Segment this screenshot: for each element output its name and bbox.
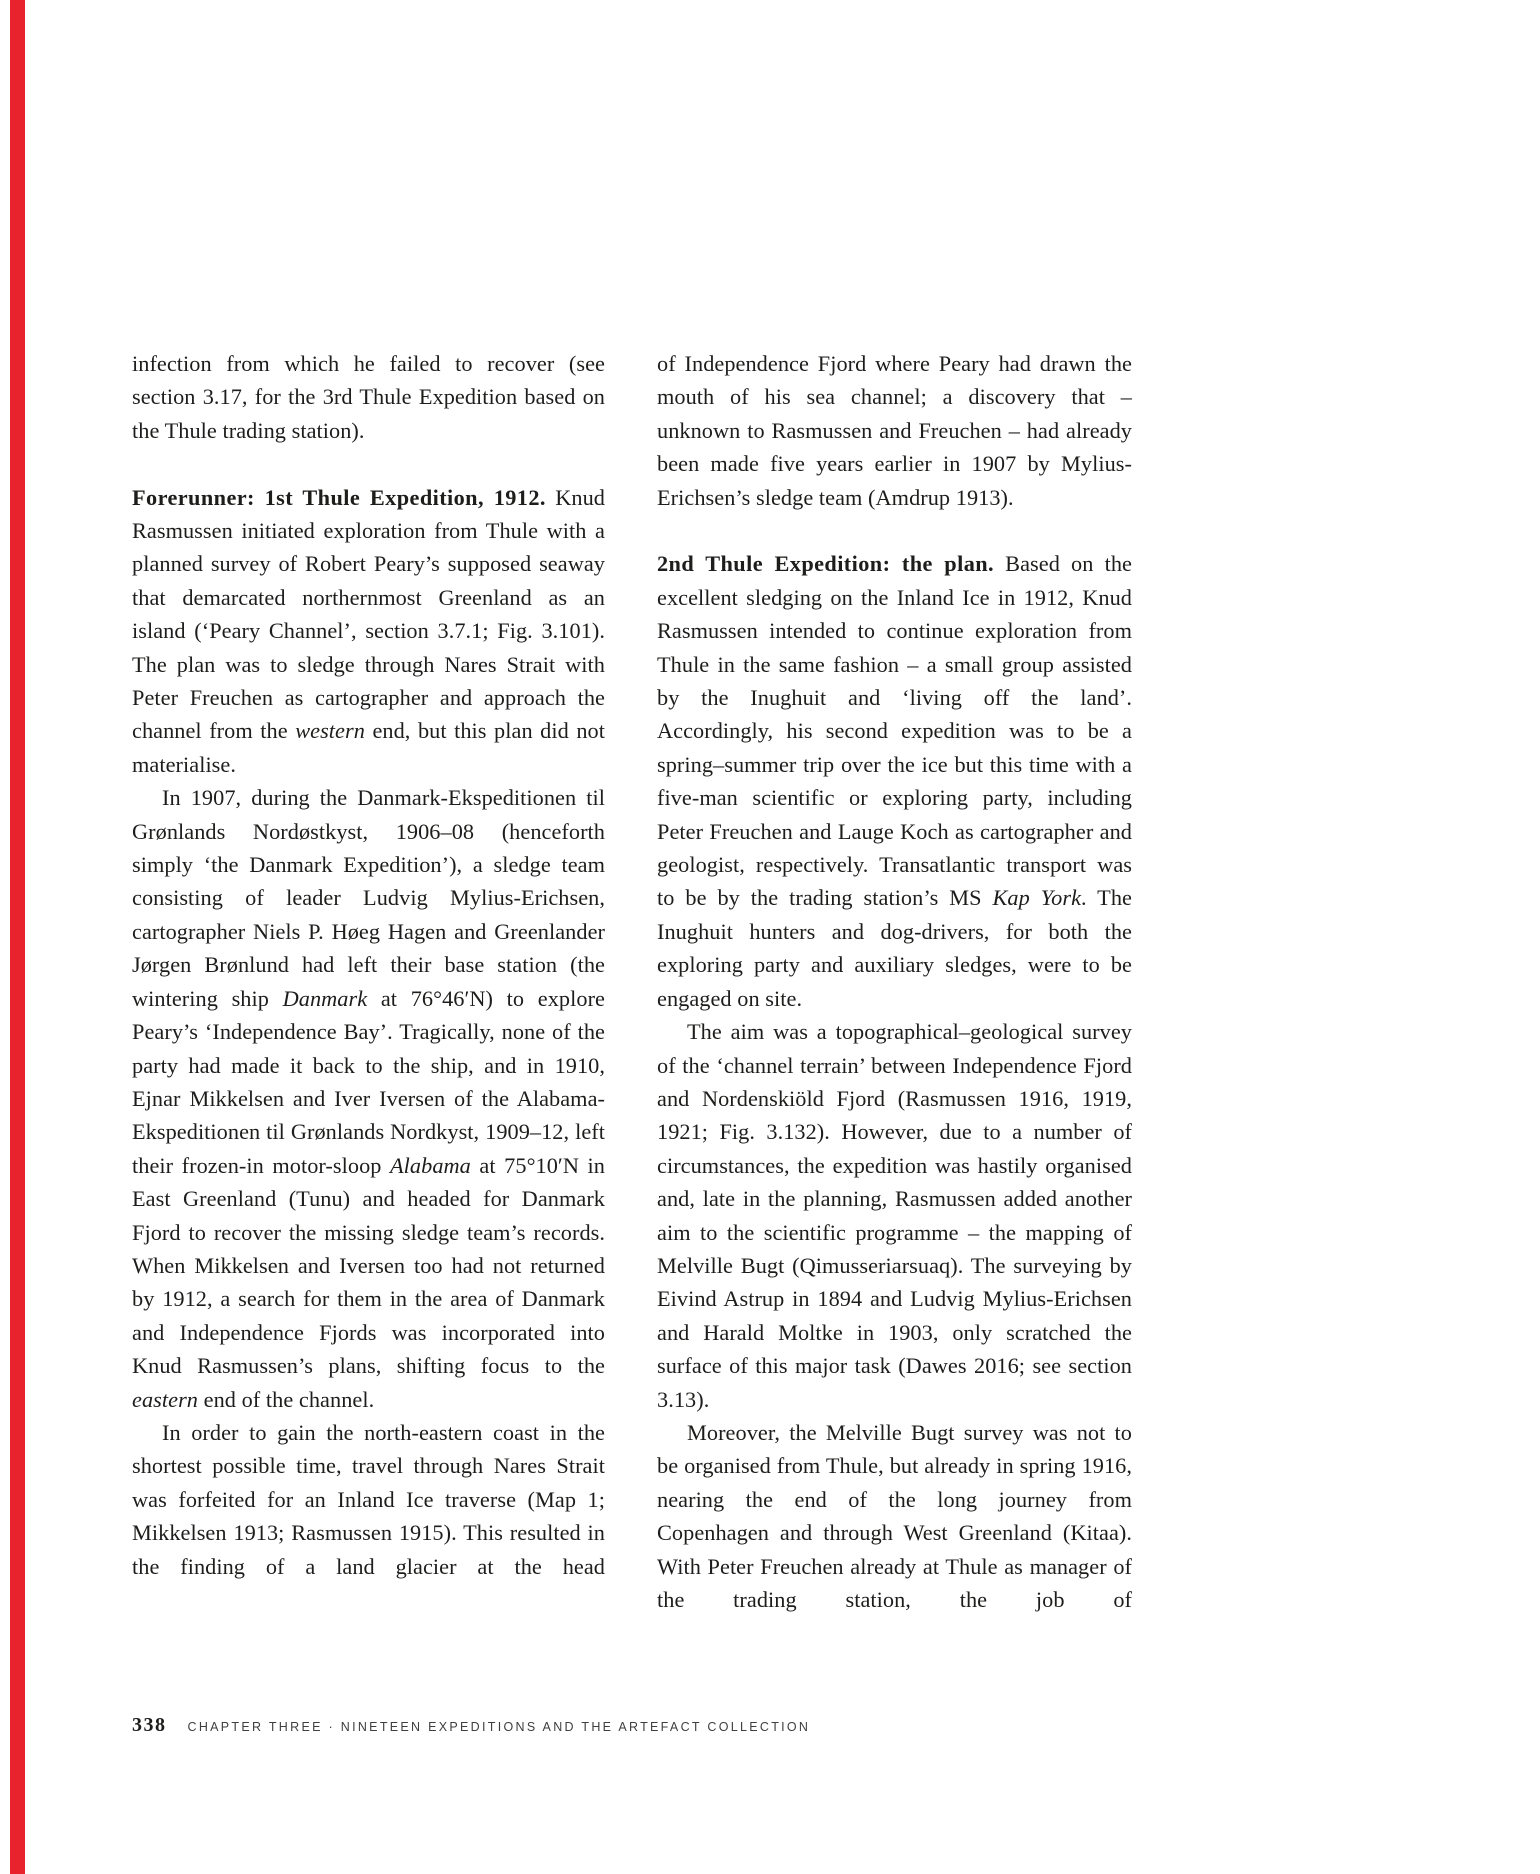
paragraph: In order to gain the north-eastern coast in the shortest possible time, travel through Nares Strait was forfeited for an Inland Ice traverse (Map 1; Mikkelsen 1913; Rasmussen 1915). This resulted in the finding of a land glacier at the head [132,1419,605,1579]
text-column-left [132,347,605,1583]
paragraph: Moreover, the Melville Bugt survey was not to be organised from Thule, but already in spring 1916, nearing the end of the long journey from Copenhagen and through West Greenland (Kitaa). With Peter Freuchen already at Thule as manager of the trading station, the job of [657,1419,1132,1613]
page-number: 338 [132,1714,167,1736]
paragraph-continuation: infection from which he failed to recover (see section 3.17, for the 3rd Thule Expedition based on the Thule trading station). [132,351,605,443]
page-footer [132,1714,810,1737]
paragraph: In 1907, during the Danmark-Ekspeditionen til Grønlands Nordøstkyst, 1906–08 (henceforth simply ‘the Danmark Expedition’), a sledge team consisting of leader Ludvig Mylius-Erichsen, cartographer Niels P. Høeg Hagen and Greenlander Jørgen Brønlund had left their base station (the wintering ship Danmark at 76°46′N) to explore Peary’s ‘Independence Bay’. Tragically, none of the party had made it back to the ship, and in 1910, Ejnar Mikkelsen and Iver Iversen of the Alabama-Ekspeditionen til Grønlands Nordkyst, 1909–12, left their frozen-in motor-sloop Alabama at 75°10′N in East Greenland (Tunu) and headed for Danmark Fjord to recover the missing sledge team’s records. When Mikkelsen and Iversen too had not returned by 1912, a search for them in the area of Danmark and Independence Fjords was incorporated into Knud Rasmussen’s plans, shifting focus to the eastern end of the channel. [132,785,605,1412]
chapter-edge-tab [10,0,25,1874]
running-head: CHAPTER THREE · NINETEEN EXPEDITIONS AND THE ARTEFACT COLLECTION [187,1720,811,1734]
text-column-right [657,347,1132,1616]
paragraph-continuation: of Independence Fjord where Peary had drawn the mouth of his sea channel; a discovery that – unknown to Rasmussen and Freuchen – had already been made five years earlier in 1907 by Mylius-Erichsen’s sledge team (Amdrup 1913). [657,351,1132,510]
section-heading-paragraph: Forerunner: 1st Thule Expedition, 1912. Knud Rasmussen initiated exploration from Thule with a planned survey of Robert Peary’s supposed seaway that demarcated northernmost Greenland as an island (‘Peary Channel’, section 3.7.1; Fig. 3.101). The plan was to sledge through Nares Strait with Peter Freuchen as cartographer and approach the channel from the western end, but this plan did not materialise. [132,484,605,777]
paragraph: The aim was a topographical–geological survey of the ‘channel terrain’ between Independence Fjord and Nordenskiöld Fjord (Rasmussen 1916, 1919, 1921; Fig. 3.132). However, due to a number of circumstances, the expedition was hastily organised and, late in the planning, Rasmussen added another aim to the scientific programme – the mapping of Melville Bugt (Qimusseriarsuaq). The surveying by Eivind Astrup in 1894 and Ludvig Mylius-Erichsen and Harald Moltke in 1903, only scratched the surface of this major task (Dawes 2016; see section 3.13). [657,1019,1132,1412]
section-heading-paragraph: 2nd Thule Expedition: the plan. Based on the excellent sledging on the Inland Ice in 1912, Knud Rasmussen intended to continue exploration from Thule in the same fashion – a small group assisted by the Inughuit and ‘living off the land’. Accordingly, his second expedition was to be a spring–summer trip over the ice but this time with a five-man scientific or exploring party, including Peter Freuchen and Lauge Koch as cartographer and geologist, respectively. Transatlantic transport was to be by the trading station’s MS Kap York. The Inughuit hunters and dog-drivers, for both the exploring party and auxiliary sledges, were to be engaged on site. [657,551,1132,1011]
